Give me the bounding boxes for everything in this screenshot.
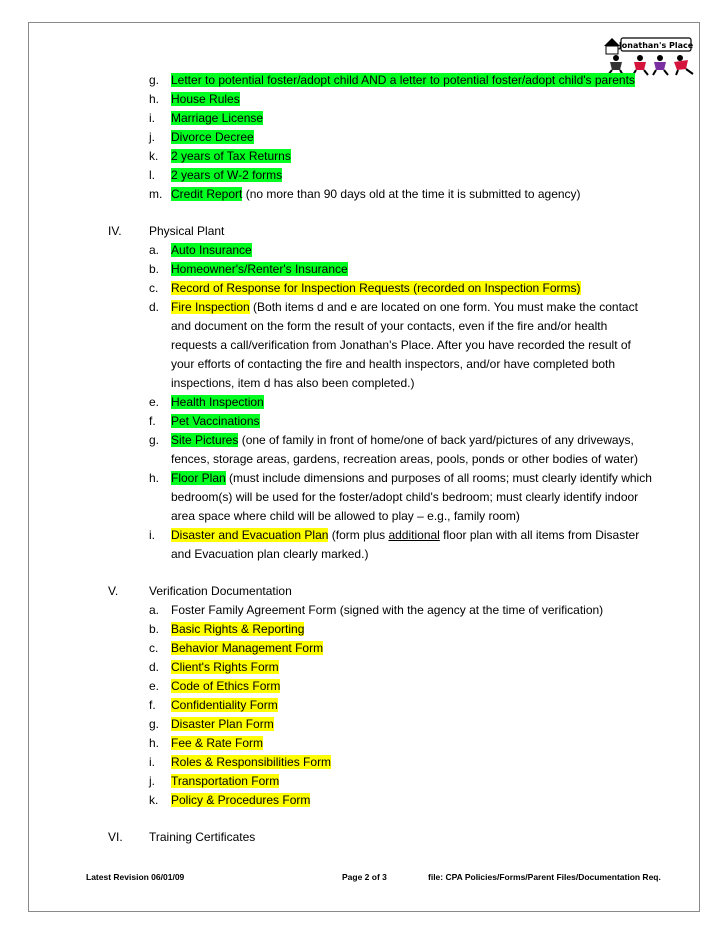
section-title: Verification Documentation [149,584,292,598]
text-line: area space where child will be allowed to play – e.g., family room) [171,509,520,523]
document-note: (no more than 90 days old at the time it is submitted to agency) [242,187,581,201]
section-number: IV. [108,224,122,238]
document-name: 2 years of Tax Returns [171,149,291,163]
footer-file-path: file: CPA Policies/Forms/Parent Files/Documentation Req. [428,872,661,882]
text-line: fences, storage areas, gardens, recreation areas, pools, ponds or other bodies of water) [171,452,638,466]
document-name: Credit Report [171,187,243,201]
section-title: Training Certificates [149,830,256,844]
document-name: 2 years of W-2 forms [171,168,283,182]
text-line: your efforts of contacting the fire and health inspectors, and/or have completed both [171,357,616,371]
document-name: Divorce Decree [171,130,254,144]
text-line: inspections, item d has also been completed.) [171,376,415,390]
text-line: and Evacuation plan clearly marked.) [171,547,369,561]
logo-text: Jonathan's Place [618,41,694,50]
document-name: House Rules [171,92,240,106]
section-number: V. [108,584,119,598]
text-line: bedroom(s) will be used for the foster/adopt child's bedroom; must clearly identify indoor [171,490,639,504]
document-name: Marriage License [171,111,264,125]
footer-revision: Latest Revision 06/01/09 [86,872,185,882]
text-line: requests a call/verification from Jonathan's Place. After you have recorded the result of [171,338,631,352]
footer-page-number: Page 2 of 3 [342,872,387,882]
section-number: VI. [108,830,123,844]
jonathans-place-logo [598,32,696,76]
section-title: Physical Plant [149,224,225,238]
document-name: Letter to potential foster/adopt child AND a letter to potential foster/adopt child's parents [171,73,635,87]
text-line: and document on the form the result of your contacts, even if the fire and/or health [171,319,608,333]
